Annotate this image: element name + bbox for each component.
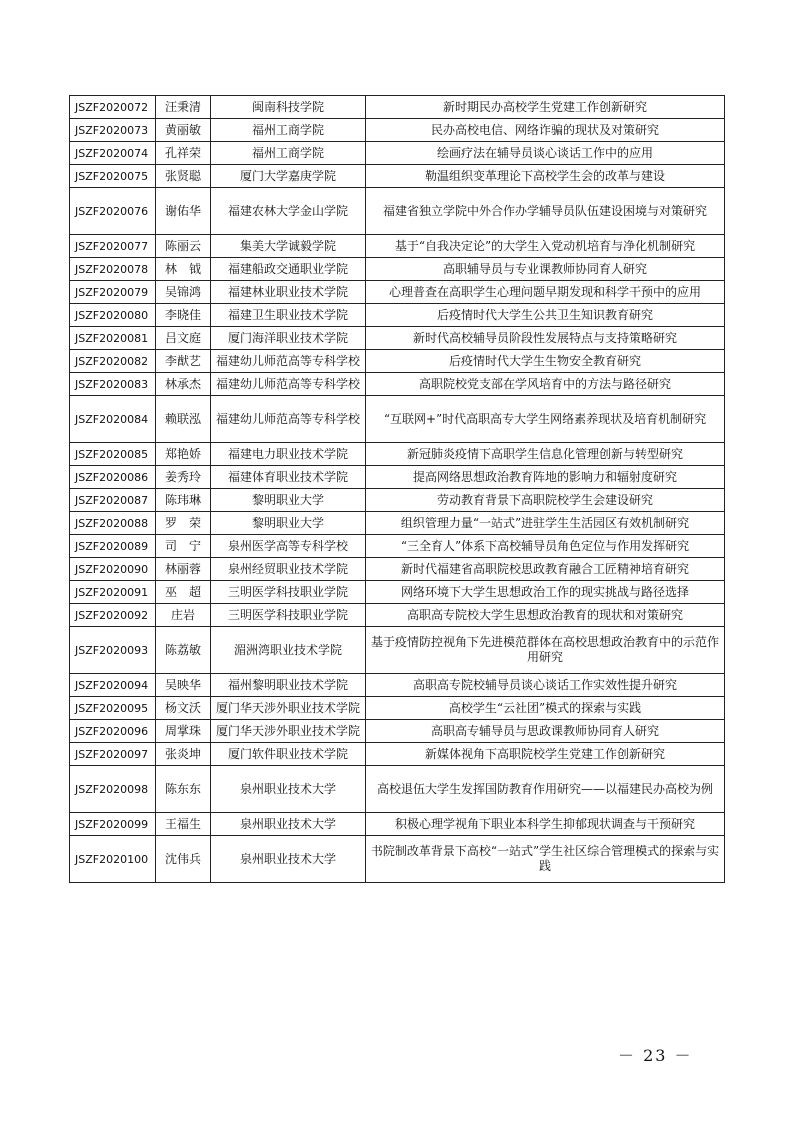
project-code-cell: JSZF2020073 (70, 119, 156, 142)
school-name-cell: 泉州医学高等专科学校 (211, 535, 366, 558)
project-title-cell: 高职辅导员与专业课教师协同育人研究 (366, 258, 725, 281)
school-name-cell: 福建体育职业技术学院 (211, 466, 366, 489)
applicant-name-cell: 郑艳娇 (156, 443, 211, 466)
table-row (70, 96, 725, 119)
project-title-cell: “互联网+”时代高职高专大学生网络素养现状及培育机制研究 (366, 396, 725, 443)
project-code-cell: JSZF2020077 (70, 235, 156, 258)
applicant-name-cell: 汪秉清 (156, 96, 211, 119)
project-table (69, 95, 725, 883)
project-title-cell: 高职高专院校辅导员谈心谈话工作实效性提升研究 (366, 674, 725, 697)
applicant-name-cell: 林 钺 (156, 258, 211, 281)
project-code-cell: JSZF2020082 (70, 350, 156, 373)
table-row (70, 512, 725, 535)
table-row (70, 558, 725, 581)
project-code-cell: JSZF2020096 (70, 720, 156, 743)
table-row (70, 813, 725, 836)
project-code-cell: JSZF2020084 (70, 396, 156, 443)
table-row (70, 466, 725, 489)
table-row (70, 350, 725, 373)
school-name-cell: 厦门华天涉外职业技术学院 (211, 697, 366, 720)
project-code-cell: JSZF2020099 (70, 813, 156, 836)
school-name-cell: 福建农林大学金山学院 (211, 188, 366, 235)
project-code-cell: JSZF2020100 (70, 836, 156, 883)
school-name-cell: 福建幼儿师范高等专科学校 (211, 373, 366, 396)
applicant-name-cell: 陈玮琳 (156, 489, 211, 512)
project-title-cell: 勒温组织变革理论下高校学生会的改革与建设 (366, 165, 725, 188)
applicant-name-cell: 吴锦鸿 (156, 281, 211, 304)
school-name-cell: 泉州经贸职业技术学院 (211, 558, 366, 581)
table-row (70, 235, 725, 258)
table-row (70, 142, 725, 165)
table-row (70, 604, 725, 627)
school-name-cell: 厦门软件职业技术学院 (211, 743, 366, 766)
page-number: － 23 － (618, 1046, 693, 1065)
table-row (70, 188, 725, 235)
applicant-name-cell: 周掌珠 (156, 720, 211, 743)
project-code-cell: JSZF2020095 (70, 697, 156, 720)
table-row (70, 373, 725, 396)
table-row (70, 581, 725, 604)
school-name-cell: 福建船政交通职业学院 (211, 258, 366, 281)
school-name-cell: 三明医学科技职业学院 (211, 581, 366, 604)
project-title-cell: 积极心理学视角下职业本科学生抑郁现状调查与干预研究 (366, 813, 725, 836)
project-title-cell: “三全育人”体系下高校辅导员角色定位与作用发挥研究 (366, 535, 725, 558)
project-code-cell: JSZF2020076 (70, 188, 156, 235)
school-name-cell: 三明医学科技职业学院 (211, 604, 366, 627)
applicant-name-cell: 陈东东 (156, 766, 211, 813)
applicant-name-cell: 杨文沃 (156, 697, 211, 720)
school-name-cell: 福建幼儿师范高等专科学校 (211, 396, 366, 443)
table-row (70, 766, 725, 813)
applicant-name-cell: 谢佑华 (156, 188, 211, 235)
applicant-name-cell: 吴映华 (156, 674, 211, 697)
table-row (70, 304, 725, 327)
applicant-name-cell: 陈荔敏 (156, 627, 211, 674)
project-title-cell: 新冠肺炎疫情下高职学生信息化管理创新与转型研究 (366, 443, 725, 466)
table-row (70, 697, 725, 720)
project-title-cell: 基于“自我决定论”的大学生入党动机培育与净化机制研究 (366, 235, 725, 258)
project-code-cell: JSZF2020089 (70, 535, 156, 558)
school-name-cell: 厦门海洋职业技术学院 (211, 327, 366, 350)
applicant-name-cell: 姜秀玲 (156, 466, 211, 489)
project-title-cell: 组织管理力量“一站式”进驻学生生活园区有效机制研究 (366, 512, 725, 535)
school-name-cell: 泉州职业技术大学 (211, 813, 366, 836)
project-code-cell: JSZF2020081 (70, 327, 156, 350)
table-row (70, 489, 725, 512)
school-name-cell: 闽南科技学院 (211, 96, 366, 119)
applicant-name-cell: 吕文庭 (156, 327, 211, 350)
project-title-cell: 后疫情时代大学生生物安全教育研究 (366, 350, 725, 373)
project-title-cell: 新时代高校辅导员阶段性发展特点与支持策略研究 (366, 327, 725, 350)
school-name-cell: 泉州职业技术大学 (211, 836, 366, 883)
table-row (70, 674, 725, 697)
project-title-cell: 基于疫情防控视角下先进模范群体在高校思想政治教育中的示范作用研究 (366, 627, 725, 674)
project-title-cell: 书院制改革背景下高校“一站式”学生社区综合管理模式的探索与实践 (366, 836, 725, 883)
project-title-cell: 劳动教育背景下高职院校学生会建设研究 (366, 489, 725, 512)
applicant-name-cell: 林承杰 (156, 373, 211, 396)
project-title-cell: 新时期民办高校学生党建工作创新研究 (366, 96, 725, 119)
applicant-name-cell: 司 宁 (156, 535, 211, 558)
project-title-cell: 高校退伍大学生发挥国防教育作用研究——以福建民办高校为例 (366, 766, 725, 813)
applicant-name-cell: 沈伟兵 (156, 836, 211, 883)
applicant-name-cell: 黄丽敏 (156, 119, 211, 142)
project-title-cell: 后疫情时代大学生公共卫生知识教育研究 (366, 304, 725, 327)
project-code-cell: JSZF2020083 (70, 373, 156, 396)
project-code-cell: JSZF2020091 (70, 581, 156, 604)
project-code-cell: JSZF2020087 (70, 489, 156, 512)
project-code-cell: JSZF2020078 (70, 258, 156, 281)
table-row (70, 327, 725, 350)
applicant-name-cell: 赖联泓 (156, 396, 211, 443)
table-row (70, 165, 725, 188)
school-name-cell: 福建林业职业技术学院 (211, 281, 366, 304)
table-row (70, 443, 725, 466)
project-code-cell: JSZF2020090 (70, 558, 156, 581)
project-title-cell: 高职高专院校大学生思想政治教育的现状和对策研究 (366, 604, 725, 627)
project-code-cell: JSZF2020072 (70, 96, 156, 119)
applicant-name-cell: 张炎坤 (156, 743, 211, 766)
table-row (70, 627, 725, 674)
project-title-cell: 民办高校电信、网络诈骗的现状及对策研究 (366, 119, 725, 142)
applicant-name-cell: 王福生 (156, 813, 211, 836)
applicant-name-cell: 张贤聪 (156, 165, 211, 188)
applicant-name-cell: 罗 荣 (156, 512, 211, 535)
project-title-cell: 新媒体视角下高职院校学生党建工作创新研究 (366, 743, 725, 766)
table-row (70, 258, 725, 281)
school-name-cell: 湄洲湾职业技术学院 (211, 627, 366, 674)
table-row (70, 119, 725, 142)
project-code-cell: JSZF2020094 (70, 674, 156, 697)
applicant-name-cell: 庄岩 (156, 604, 211, 627)
applicant-name-cell: 陈丽云 (156, 235, 211, 258)
school-name-cell: 福州黎明职业技术学院 (211, 674, 366, 697)
school-name-cell: 福建卫生职业技术学院 (211, 304, 366, 327)
project-code-cell: JSZF2020075 (70, 165, 156, 188)
school-name-cell: 黎明职业大学 (211, 512, 366, 535)
school-name-cell: 黎明职业大学 (211, 489, 366, 512)
project-title-cell: 网络环境下大学生思想政治工作的现实挑战与路径选择 (366, 581, 725, 604)
table-row (70, 396, 725, 443)
table-row (70, 836, 725, 883)
school-name-cell: 福建电力职业技术学院 (211, 443, 366, 466)
applicant-name-cell: 巫 超 (156, 581, 211, 604)
table-row (70, 743, 725, 766)
applicant-name-cell: 林丽蓉 (156, 558, 211, 581)
project-code-cell: JSZF2020093 (70, 627, 156, 674)
school-name-cell: 福州工商学院 (211, 119, 366, 142)
project-title-cell: 提高网络思想政治教育阵地的影响力和辐射度研究 (366, 466, 725, 489)
school-name-cell: 泉州职业技术大学 (211, 766, 366, 813)
table-row (70, 281, 725, 304)
school-name-cell: 集美大学诚毅学院 (211, 235, 366, 258)
project-code-cell: JSZF2020092 (70, 604, 156, 627)
applicant-name-cell: 孔祥荣 (156, 142, 211, 165)
project-code-cell: JSZF2020079 (70, 281, 156, 304)
table-row (70, 535, 725, 558)
project-title-cell: 绘画疗法在辅导员谈心谈话工作中的应用 (366, 142, 725, 165)
project-code-cell: JSZF2020098 (70, 766, 156, 813)
project-code-cell: JSZF2020080 (70, 304, 156, 327)
project-title-cell: 心理普查在高职学生心理问题早期发现和科学干预中的应用 (366, 281, 725, 304)
project-title-cell: 高职高专辅导员与思政课教师协同育人研究 (366, 720, 725, 743)
project-code-cell: JSZF2020097 (70, 743, 156, 766)
applicant-name-cell: 李猷艺 (156, 350, 211, 373)
table-row (70, 720, 725, 743)
project-title-cell: 新时代福建省高职院校思政教育融合工匠精神培育研究 (366, 558, 725, 581)
project-code-cell: JSZF2020086 (70, 466, 156, 489)
school-name-cell: 厦门大学嘉庚学院 (211, 165, 366, 188)
project-title-cell: 高校学生“云社团”模式的探索与实践 (366, 697, 725, 720)
project-title-cell: 高职院校党支部在学风培育中的方法与路径研究 (366, 373, 725, 396)
project-code-cell: JSZF2020088 (70, 512, 156, 535)
school-name-cell: 福建幼儿师范高等专科学校 (211, 350, 366, 373)
school-name-cell: 厦门华天涉外职业技术学院 (211, 720, 366, 743)
applicant-name-cell: 李晓佳 (156, 304, 211, 327)
project-code-cell: JSZF2020085 (70, 443, 156, 466)
project-title-cell: 福建省独立学院中外合作办学辅导员队伍建设困境与对策研究 (366, 188, 725, 235)
project-code-cell: JSZF2020074 (70, 142, 156, 165)
school-name-cell: 福州工商学院 (211, 142, 366, 165)
